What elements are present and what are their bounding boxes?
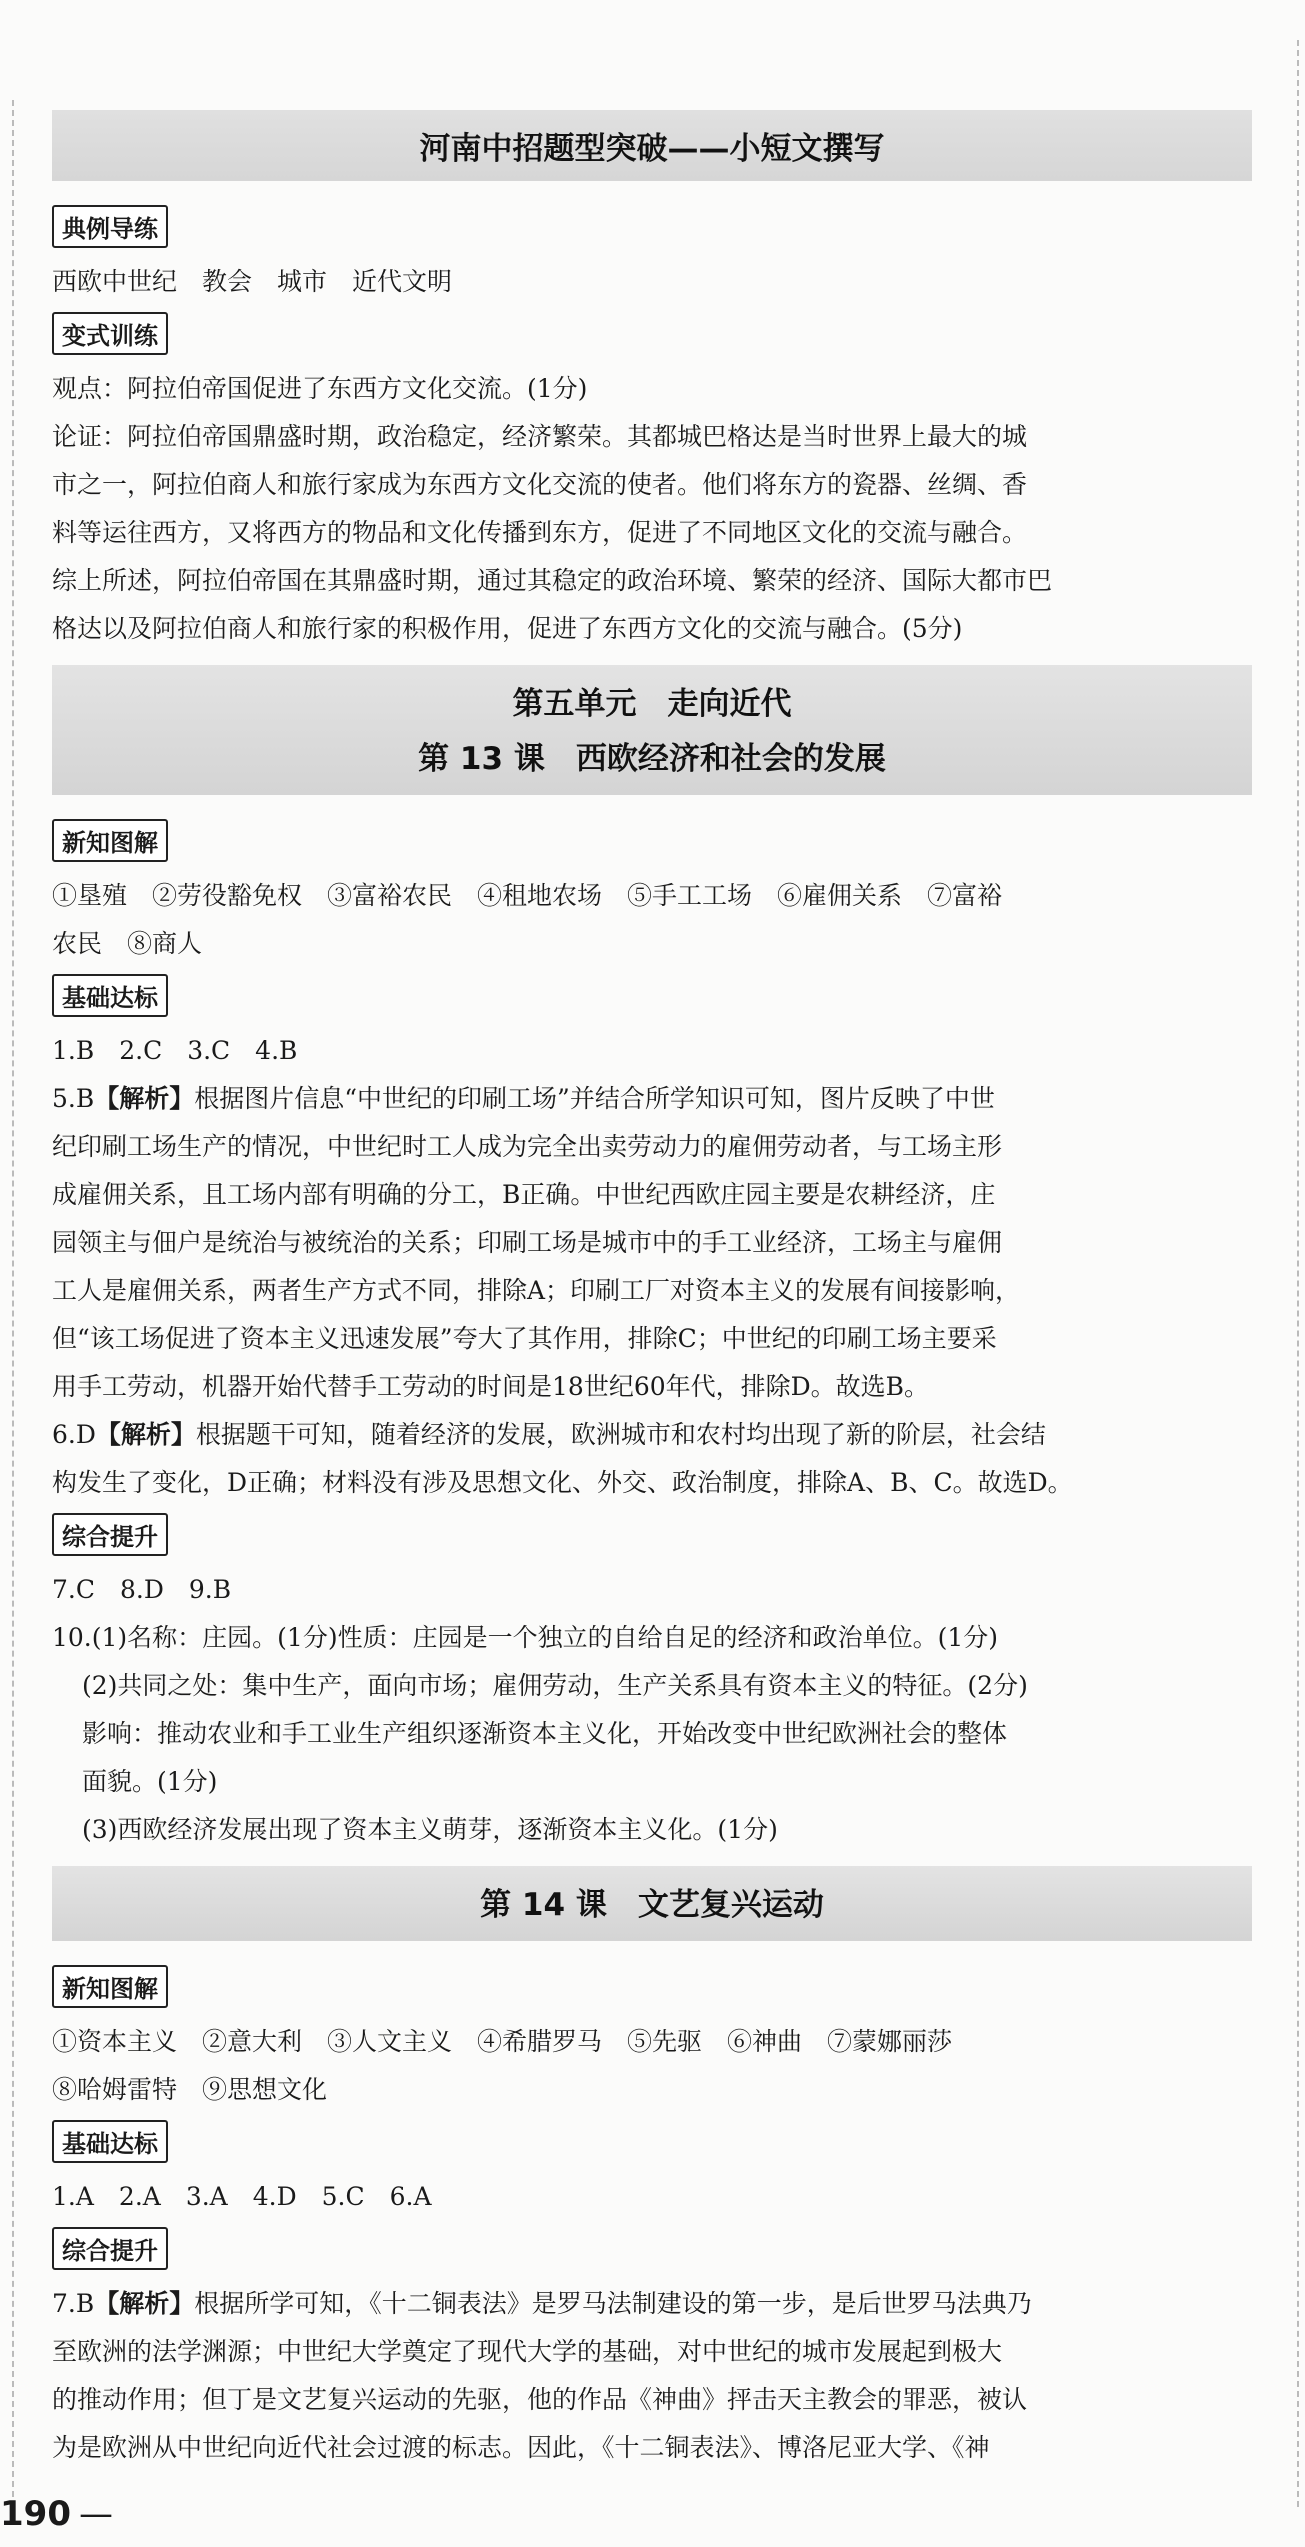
jiexi-label: 【解析】 — [95, 1420, 196, 1449]
tag-zonghe: 综合提升 — [52, 1513, 168, 1556]
bianshi-line: 市之一，阿拉伯商人和旅行家成为东西方文化交流的使者。他们将东方的瓷器、丝绸、香 — [52, 470, 1028, 499]
q5-line: 成雇佣关系，且工场内部有明确的分工，B正确。中世纪西欧庄园主要是农耕经济，庄 — [52, 1180, 996, 1209]
right-dashed-border — [1297, 40, 1299, 2507]
q7-text: 根据所学可知，《十二铜表法》是罗马法制建设的第一步，是后世罗马法典乃 — [194, 2289, 1032, 2318]
tag-bianshi: 变式训练 — [52, 312, 168, 355]
tag-jichu-14: 基础达标 — [52, 2120, 168, 2163]
lesson14-header — [52, 1866, 1252, 1941]
q5-text: 根据图片信息“中世纪的印刷工场”并结合所学知识可知，图片反映了中世 — [194, 1084, 995, 1113]
bianshi-line: 料等运往西方，又将西方的物品和文化传播到东方，促进了不同地区文化的交流与融合。 — [52, 518, 1028, 547]
xinzhi14-line: ①资本主义 ②意大利 ③人文主义 ④希腊罗马 ⑤先驱 ⑥神曲 ⑦蒙娜丽莎 — [52, 2027, 953, 2056]
bianshi-line: 格达以及阿拉伯商人和旅行家的积极作用，促进了东西方文化的交流与融合。(5分) — [52, 614, 963, 643]
tag-xinzhi-14: 新知图解 — [52, 1965, 168, 2008]
xinzhi14-line: ⑧哈姆雷特 ⑨思想文化 — [52, 2075, 328, 2104]
bianshi-line: 论证：阿拉伯帝国鼎盛时期，政治稳定，经济繁荣。其都城巴格达是当时世界上最大的城 — [52, 422, 1028, 451]
q7-line: 为是欧洲从中世纪向近代社会过渡的标志。因此，《十二铜表法》、博洛尼亚大学、《神 — [52, 2433, 990, 2462]
q10-line: 影响：推动农业和手工业生产组织逐渐资本主义化，开始改变中世纪欧洲社会的整体 — [82, 1719, 1008, 1748]
q5-line: 但“该工场促进了资本主义迅速发展”夸大了其作用，排除C；中世纪的印刷工场主要采 — [52, 1324, 997, 1353]
q7-line: 至欧洲的法学渊源；中世纪大学奠定了现代大学的基础，对中世纪的城市发展起到极大 — [52, 2337, 1003, 2366]
page-content — [52, 110, 1252, 2472]
bianshi-line: 观点：阿拉伯帝国促进了东西方文化交流。(1分) — [52, 374, 588, 403]
question-6 — [52, 1411, 1252, 1459]
q10-line: (2)共同之处：集中生产，面向市场；雇佣劳动，生产关系具有资本主义的特征。(2分) — [82, 1671, 1028, 1700]
lesson-title: 第 13 课 西欧经济和社会的发展 — [418, 741, 886, 777]
dianli-answer: 西欧中世纪 教会 城市 近代文明 — [52, 267, 453, 296]
question-7 — [52, 2280, 1252, 2328]
q7-prefix: 7.B — [52, 2289, 95, 2318]
question-5 — [52, 1075, 1252, 1123]
q6-prefix: 6.D — [52, 1420, 96, 1449]
unit-header — [52, 665, 1252, 795]
jiexi-label: 【解析】 — [94, 1084, 195, 1113]
q5-line: 用手工劳动，机器开始代替手工劳动的时间是18世纪60年代，排除D。故选B。 — [52, 1372, 930, 1401]
tag-dianli: 典例导练 — [52, 205, 168, 248]
jichu-answers: 1.B 2.C 3.C 4.B — [52, 1036, 298, 1065]
q5-prefix: 5.B — [52, 1084, 95, 1113]
q5-line: 园领主与佃户是统治与被统治的关系；印刷工场是城市中的手工业经济，工场主与雇佣 — [52, 1228, 1003, 1257]
tag-zonghe-14: 综合提升 — [52, 2227, 168, 2270]
bianshi-line: 综上所述，阿拉伯帝国在其鼎盛时期，通过其稳定的政治环境、繁荣的经济、国际大都市巴 — [52, 566, 1053, 595]
section-header: 河南中招题型突破——小短文撰写 — [52, 110, 1252, 181]
q6-text: 根据题干可知，随着经济的发展，欧洲城市和农村均出现了新的阶层，社会结 — [195, 1420, 1046, 1449]
q5-line: 纪印刷工场生产的情况，中世纪时工人成为完全出卖劳动力的雇佣劳动者，与工场主形 — [52, 1132, 1003, 1161]
q10-line: (3)西欧经济发展出现了资本主义萌芽，逐渐资本主义化。(1分) — [82, 1815, 778, 1844]
zonghe-answers: 7.C 8.D 9.B — [52, 1575, 232, 1604]
q7-line: 的推动作用；但丁是文艺复兴运动的先驱，他的作品《神曲》抨击天主教会的罪恶，被认 — [52, 2385, 1028, 2414]
page-footer — [0, 2494, 113, 2534]
jichu14-answers: 1.A 2.A 3.A 4.D 5.C 6.A — [52, 2182, 432, 2211]
xinzhi-line: ①垦殖 ②劳役豁免权 ③富裕农民 ④租地农场 ⑤手工工场 ⑥雇佣关系 ⑦富裕 — [52, 881, 1003, 910]
xinzhi-line: 农民 ⑧商人 — [52, 929, 203, 958]
q5-line: 工人是雇佣关系，两者生产方式不同，排除A；印刷工厂对资本主义的发展有间接影响， — [52, 1276, 1021, 1305]
tag-xinzhi: 新知图解 — [52, 819, 168, 862]
page-number: 190 — [0, 2494, 71, 2534]
left-dashed-border — [12, 100, 14, 2507]
unit-title: 第五单元 走向近代 — [512, 686, 792, 722]
q10-line: 10.(1)名称：庄园。(1分)性质：庄园是一个独立的自给自足的经济和政治单位。(1分) — [52, 1623, 998, 1652]
lesson14-title: 第 14 课 文艺复兴运动 — [480, 1887, 824, 1923]
q6-line: 构发生了变化，D正确；材料没有涉及思想文化、外交、政治制度，排除A、B、C。故选D。 — [52, 1468, 1073, 1497]
tag-jichu: 基础达标 — [52, 974, 168, 1017]
jiexi-label: 【解析】 — [94, 2289, 195, 2318]
footer-dash: — — [78, 2494, 113, 2534]
q10-line: 面貌。(1分) — [82, 1767, 218, 1796]
